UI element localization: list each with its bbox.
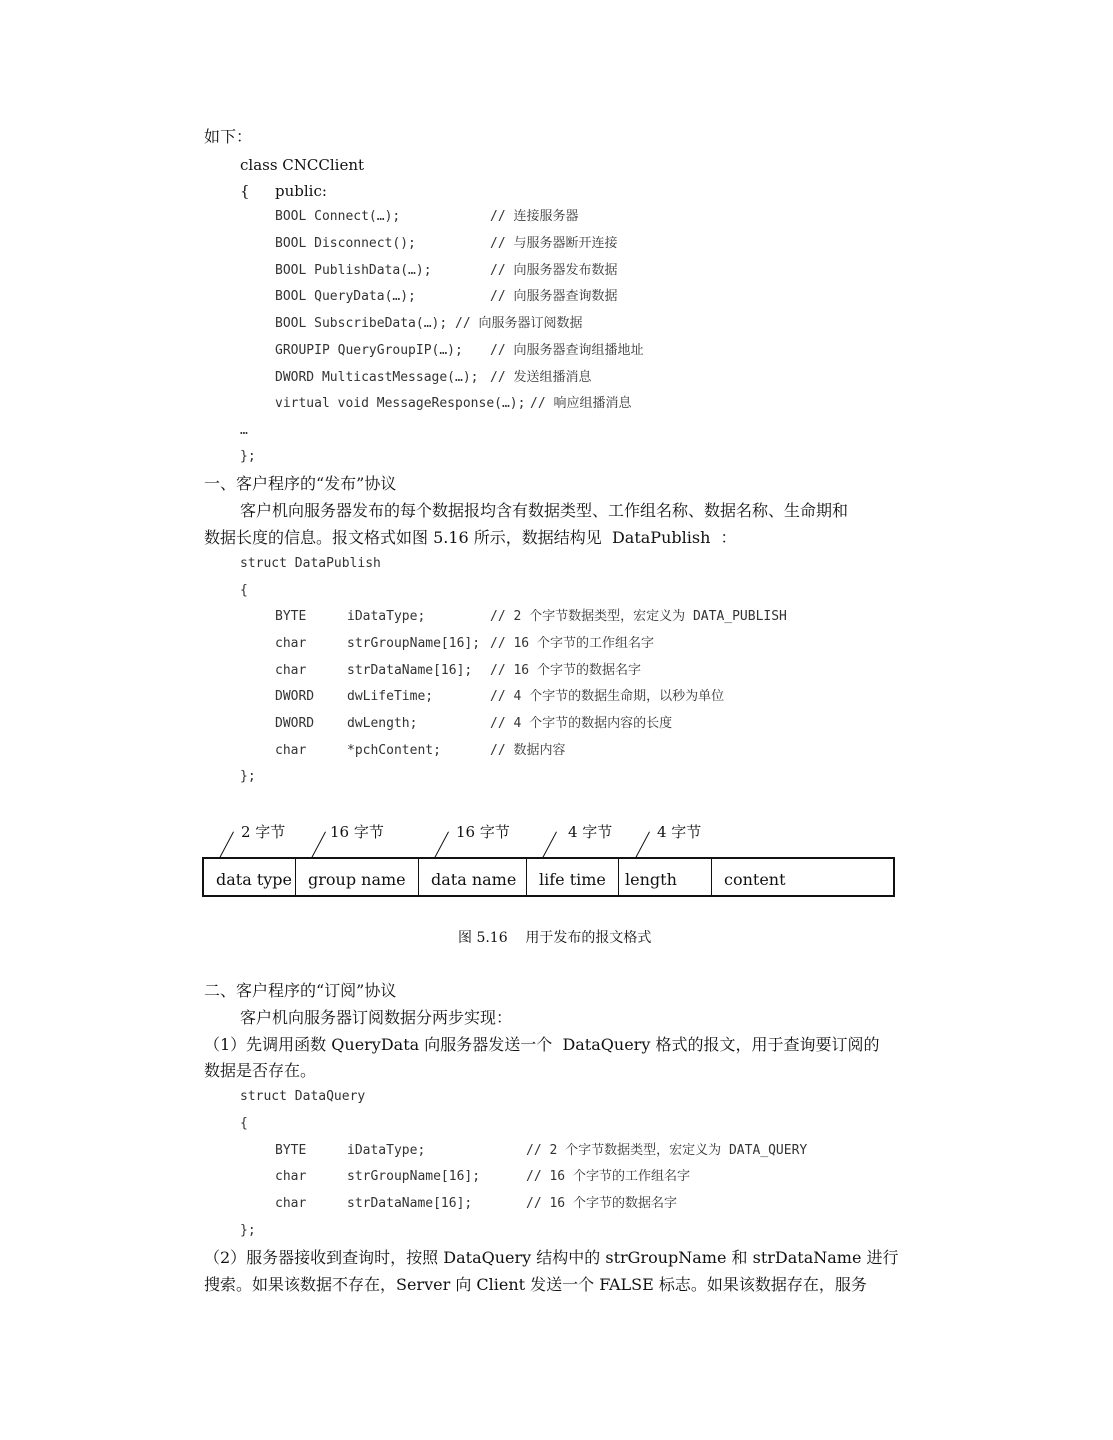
- method-comment: // 向服务器查询组播地址: [490, 343, 644, 358]
- figure-caption: 图 5.16 用于发布的报文格式: [458, 930, 652, 946]
- field-name: *pchContent;: [347, 743, 441, 758]
- field-name: iDataType;: [347, 1143, 426, 1158]
- packet-cell-data-type: data type: [204, 859, 296, 895]
- field-type: BYTE: [275, 609, 307, 624]
- method-code: BOOL PublishData(…);: [275, 263, 432, 278]
- field-type: BYTE: [275, 1143, 307, 1158]
- struct-publish-brace-open: {: [240, 583, 248, 598]
- field-type: char: [275, 1196, 307, 1211]
- field-comment: // 4 个字节的数据内容的长度: [490, 716, 673, 731]
- method-comment: // 向服务器发布数据: [490, 263, 618, 278]
- field-type: char: [275, 1169, 307, 1184]
- method-code: DWORD MulticastMessage(…);: [275, 370, 479, 385]
- method-comment: // 向服务器查询数据: [490, 289, 618, 304]
- struct-query-brace-close: };: [240, 1223, 256, 1238]
- field-type: char: [275, 636, 307, 651]
- size-tick: [219, 832, 234, 859]
- section1-heading: 一、客户程序的“发布”协议: [204, 474, 397, 493]
- method-code: virtual void MessageResponse(…);: [275, 396, 526, 411]
- field-type: DWORD: [275, 716, 315, 731]
- method-comment: // 连接服务器: [490, 209, 579, 224]
- field-comment: // 2 个字节数据类型，宏定义为 DATA_QUERY: [526, 1143, 808, 1158]
- packet-cell-length: length: [619, 859, 712, 895]
- field-comment: // 4 个字节的数据生命期，以秒为单位: [490, 689, 725, 704]
- class-header: class CNCClient: [240, 156, 365, 174]
- field-comment: // 数据内容: [490, 743, 566, 758]
- method-code: BOOL Disconnect();: [275, 236, 416, 251]
- field-type: char: [275, 743, 307, 758]
- field-name: iDataType;: [347, 609, 426, 624]
- class-brace-open: {: [240, 182, 250, 200]
- method-comment: // 响应组播消息: [530, 396, 632, 411]
- field-comment: // 16 个字节的数据名字: [526, 1196, 677, 1211]
- section2-heading: 二、客户程序的“订阅”协议: [204, 981, 397, 1000]
- class-brace-close: };: [240, 449, 256, 464]
- packet-cell-group-name: group name: [296, 859, 419, 895]
- field-name: strGroupName[16];: [347, 636, 481, 651]
- class-public: public:: [275, 182, 327, 200]
- step1-line2: 数据是否存在。: [204, 1061, 317, 1080]
- struct-query-brace-open: {: [240, 1116, 248, 1131]
- size-label: 4 字节: [657, 823, 702, 841]
- struct-publish-header: struct DataPublish: [240, 556, 381, 571]
- packet-cell-life-time: life time: [527, 859, 619, 895]
- method-code: BOOL Connect(…);: [275, 209, 401, 224]
- field-type: char: [275, 663, 307, 678]
- field-comment: // 16 个字节的数据名字: [490, 663, 641, 678]
- size-label: 16 字节: [456, 823, 510, 841]
- method-comment: // 向服务器订阅数据: [455, 316, 583, 331]
- section1-para-line1: 客户机向服务器发布的每个数据报均含有数据类型、工作组名称、数据名称、生命期和: [240, 501, 849, 520]
- field-comment: // 16 个字节的工作组名字: [490, 636, 654, 651]
- section2-intro: 客户机向服务器订阅数据分两步实现：: [240, 1008, 513, 1027]
- field-type: DWORD: [275, 689, 315, 704]
- field-name: dwLength;: [347, 716, 418, 731]
- field-name: strGroupName[16];: [347, 1169, 481, 1184]
- size-tick: [311, 832, 326, 859]
- size-label: 4 字节: [568, 823, 613, 841]
- packet-cell-content: content: [724, 870, 786, 889]
- method-comment: // 与服务器断开连接: [490, 236, 618, 251]
- struct-publish-brace-close: };: [240, 769, 256, 784]
- field-comment: // 16 个字节的工作组名字: [526, 1169, 690, 1184]
- step2-line1: （2）服务器接收到查询时，按照 DataQuery 结构中的 strGroupName 和 strDataName 进行: [204, 1248, 899, 1267]
- size-tick: [635, 832, 650, 859]
- class-ellipsis: …: [240, 423, 248, 438]
- field-name: strDataName[16];: [347, 1196, 473, 1211]
- method-code: BOOL SubscribeData(…);: [275, 316, 448, 331]
- packet-cell-data-name: data name: [419, 859, 527, 895]
- size-tick: [542, 832, 557, 859]
- intro-text: 如下：: [204, 127, 253, 146]
- step2-line2: 搜索。如果该数据不存在，Server 向 Client 发送一个 FALSE 标志。如果该数据存在，服务: [204, 1275, 867, 1294]
- field-name: dwLifeTime;: [347, 689, 434, 704]
- field-name: strDataName[16];: [347, 663, 473, 678]
- size-tick: [434, 832, 449, 859]
- size-label: 16 字节: [330, 823, 384, 841]
- field-comment: // 2 个字节数据类型，宏定义为 DATA_PUBLISH: [490, 609, 787, 624]
- method-code: BOOL QueryData(…);: [275, 289, 416, 304]
- struct-query-header: struct DataQuery: [240, 1089, 366, 1104]
- method-code: GROUPIP QueryGroupIP(…);: [275, 343, 463, 358]
- size-label: 2 字节: [241, 823, 286, 841]
- method-comment: // 发送组播消息: [490, 370, 592, 385]
- section1-para-line2: 数据长度的信息。报文格式如图 5.16 所示，数据结构见 DataPublish ：: [204, 528, 737, 547]
- packet-box: [202, 857, 895, 897]
- step1-line1: （1）先调用函数 QueryData 向服务器发送一个 DataQuery 格式的报文，用于查询要订阅的: [204, 1035, 880, 1054]
